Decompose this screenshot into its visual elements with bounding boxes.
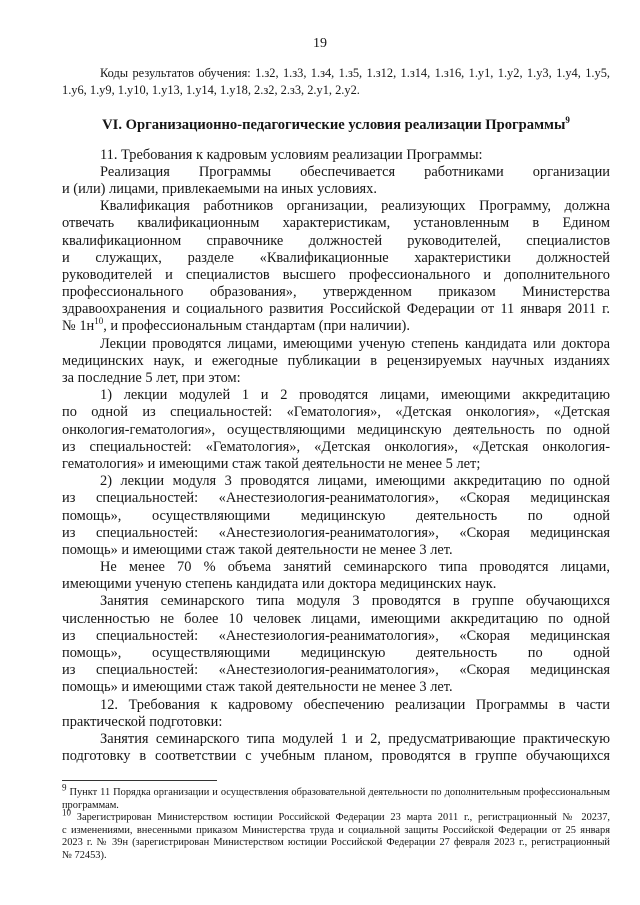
text-line: Лекции проводятся лицами, имеющими ученую степень кандидата или доктора [100,335,610,352]
text-line: из специальностей: «Анестезиология-реаниматология», «Скорая медицинская [62,490,610,507]
text-line: Квалификация работников организации, реализующих Программу, должна [100,198,610,215]
text-line: руководителей и специалистов высшего профессионального и дополнительного [62,266,610,283]
text-line: подготовку в соответствии с учебным планом, проводятся в группе обучающихся [62,748,610,765]
text-line: 11. Требования к кадровым условиям реализации Программы: [100,146,483,163]
text-line: и (или) лицами, привлекаемыми на иных условиях. [62,180,377,197]
text-line: медицинских наук, и ежегодные публикации в рецензируемых научных изданиях [62,352,610,369]
text-line: 1) лекции модулей 1 и 2 проводятся лицами, имеющими аккредитацию [100,387,610,404]
text-line: здравоохранения и социального развития Российской Федерации от 11 января 2011 г. [62,301,610,318]
text-line: за последние 5 лет, при этом: [62,370,241,387]
text-line: и служащих, разделе «Квалификационные характеристики должностей [62,249,610,266]
text-line: квалификационном справочнике должностей руководителей, специалистов [62,232,610,249]
text-line: имеющими ученую степень кандидата или доктора медицинских наук. [62,576,497,593]
text-line: помощь», осуществляющими медицинскую деятельность по одной [62,645,610,662]
text-line: из специальностей: «Анестезиология-реаниматология», «Скорая медицинская [62,627,610,644]
page-number: 19 [313,36,327,51]
page-body [62,65,610,765]
text-line: онкология-гематология», осуществляющими медицинскую деятельность по одной [62,421,610,438]
text-line: Не менее 70 % объема занятий семинарского типа проводятся лицами, [100,559,610,576]
footnote-line: с изменениями, внесенными приказом Министерства труда и социальной защиты Российской Федерации от 25 января [62,824,610,836]
order-number: № 1н [62,318,95,335]
section-heading-text: VI. Организационно-педагогические условия реализации Программы [102,117,566,134]
text-line: по одной из специальностей: «Гематология», «Детская онкология», «Детская [62,404,610,421]
footnotes [62,782,610,863]
text-line: Занятия семинарского типа модуля 3 проводятся в группе обучающихся [100,593,610,610]
text-line: из специальностей: «Гематология», «Детская онкология», «Детская онкология- [62,438,610,455]
footnote-line [62,807,610,825]
text-line: помощь» и имеющими стаж такой деятельности не менее 3 лет. [62,679,453,696]
footnote-text: Пункт 11 Порядка организации и осуществления образовательной деятельности по дополнительным профессиональным [69,787,610,798]
footnote-ref: 10 [94,316,104,327]
text-line: 2) лекции модуля 3 проводятся лицами, имеющими аккредитацию по одной [100,473,610,490]
text-line: из специальностей: «Анестезиология-реаниматология», «Скорая медицинская [62,662,610,679]
learning-outcome-codes [62,65,610,99]
text-line [62,318,610,335]
footnote-line: № 72453). [62,849,107,861]
text-line: помощь» и имеющими стаж такой деятельности не менее 3 лет. [62,541,453,558]
text-line: практической подготовки: [62,713,223,730]
footnote-line: программам. [62,799,119,811]
footnote-separator [62,780,217,781]
text-line: численностью не более 10 человек лицами, имеющими аккредитацию по одной [62,610,610,627]
footnote-line: 2023 г. № 39н (зарегистрирован Министерством юстиции Российской Федерации 27 февраля 2023 г., регистрационный [62,837,610,849]
footnote-ref: 9 [565,115,570,126]
text-line: 12. Требования к кадровому обеспечению реализации Программы в части [100,696,610,713]
text-line: помощь», осуществляющими медицинскую деятельность по одной [62,507,610,524]
codes-line: 1.у6, 1.у9, 1.у10, 1.у13, 1.у14, 1.у18, 2.з2, 2.з3, 2.у1, 2.у2. [62,83,360,98]
text-line: из специальностей: «Анестезиология-реаниматология», «Скорая медицинская [62,524,610,541]
footnote-marker: 10 [62,807,71,818]
text-line: Реализация Программы обеспечивается работниками организации [100,163,610,180]
footnote-marker: 9 [62,782,67,793]
text-line: гематология» и имеющими стаж такой деятельности не менее 5 лет; [62,455,481,472]
codes-line: Коды результатов обучения: 1.з2, 1.з3, 1.з4, 1.з5, 1.з12, 1.з14, 1.з16, 1.у1, 1.у2, 1.у3, 1.у4, 1.у5, [100,66,610,80]
text-line: отвечать квалификационным характеристикам, установленным в Едином [62,215,610,232]
footnote-text: Зарегистрирован Министерством юстиции Российской Федерации 23 марта 2011 г., регистрационный № 20237, [76,812,610,824]
text-line: Занятия семинарского типа модулей 1 и 2, предусматривающие практическую [100,730,610,747]
text-fragment: , и профессиональным стандартам (при наличии). [103,318,410,335]
footnote-line [62,782,610,800]
section-heading [62,117,610,134]
text-line: профессионального образования», утвержденном приказом Министерства [62,284,610,301]
